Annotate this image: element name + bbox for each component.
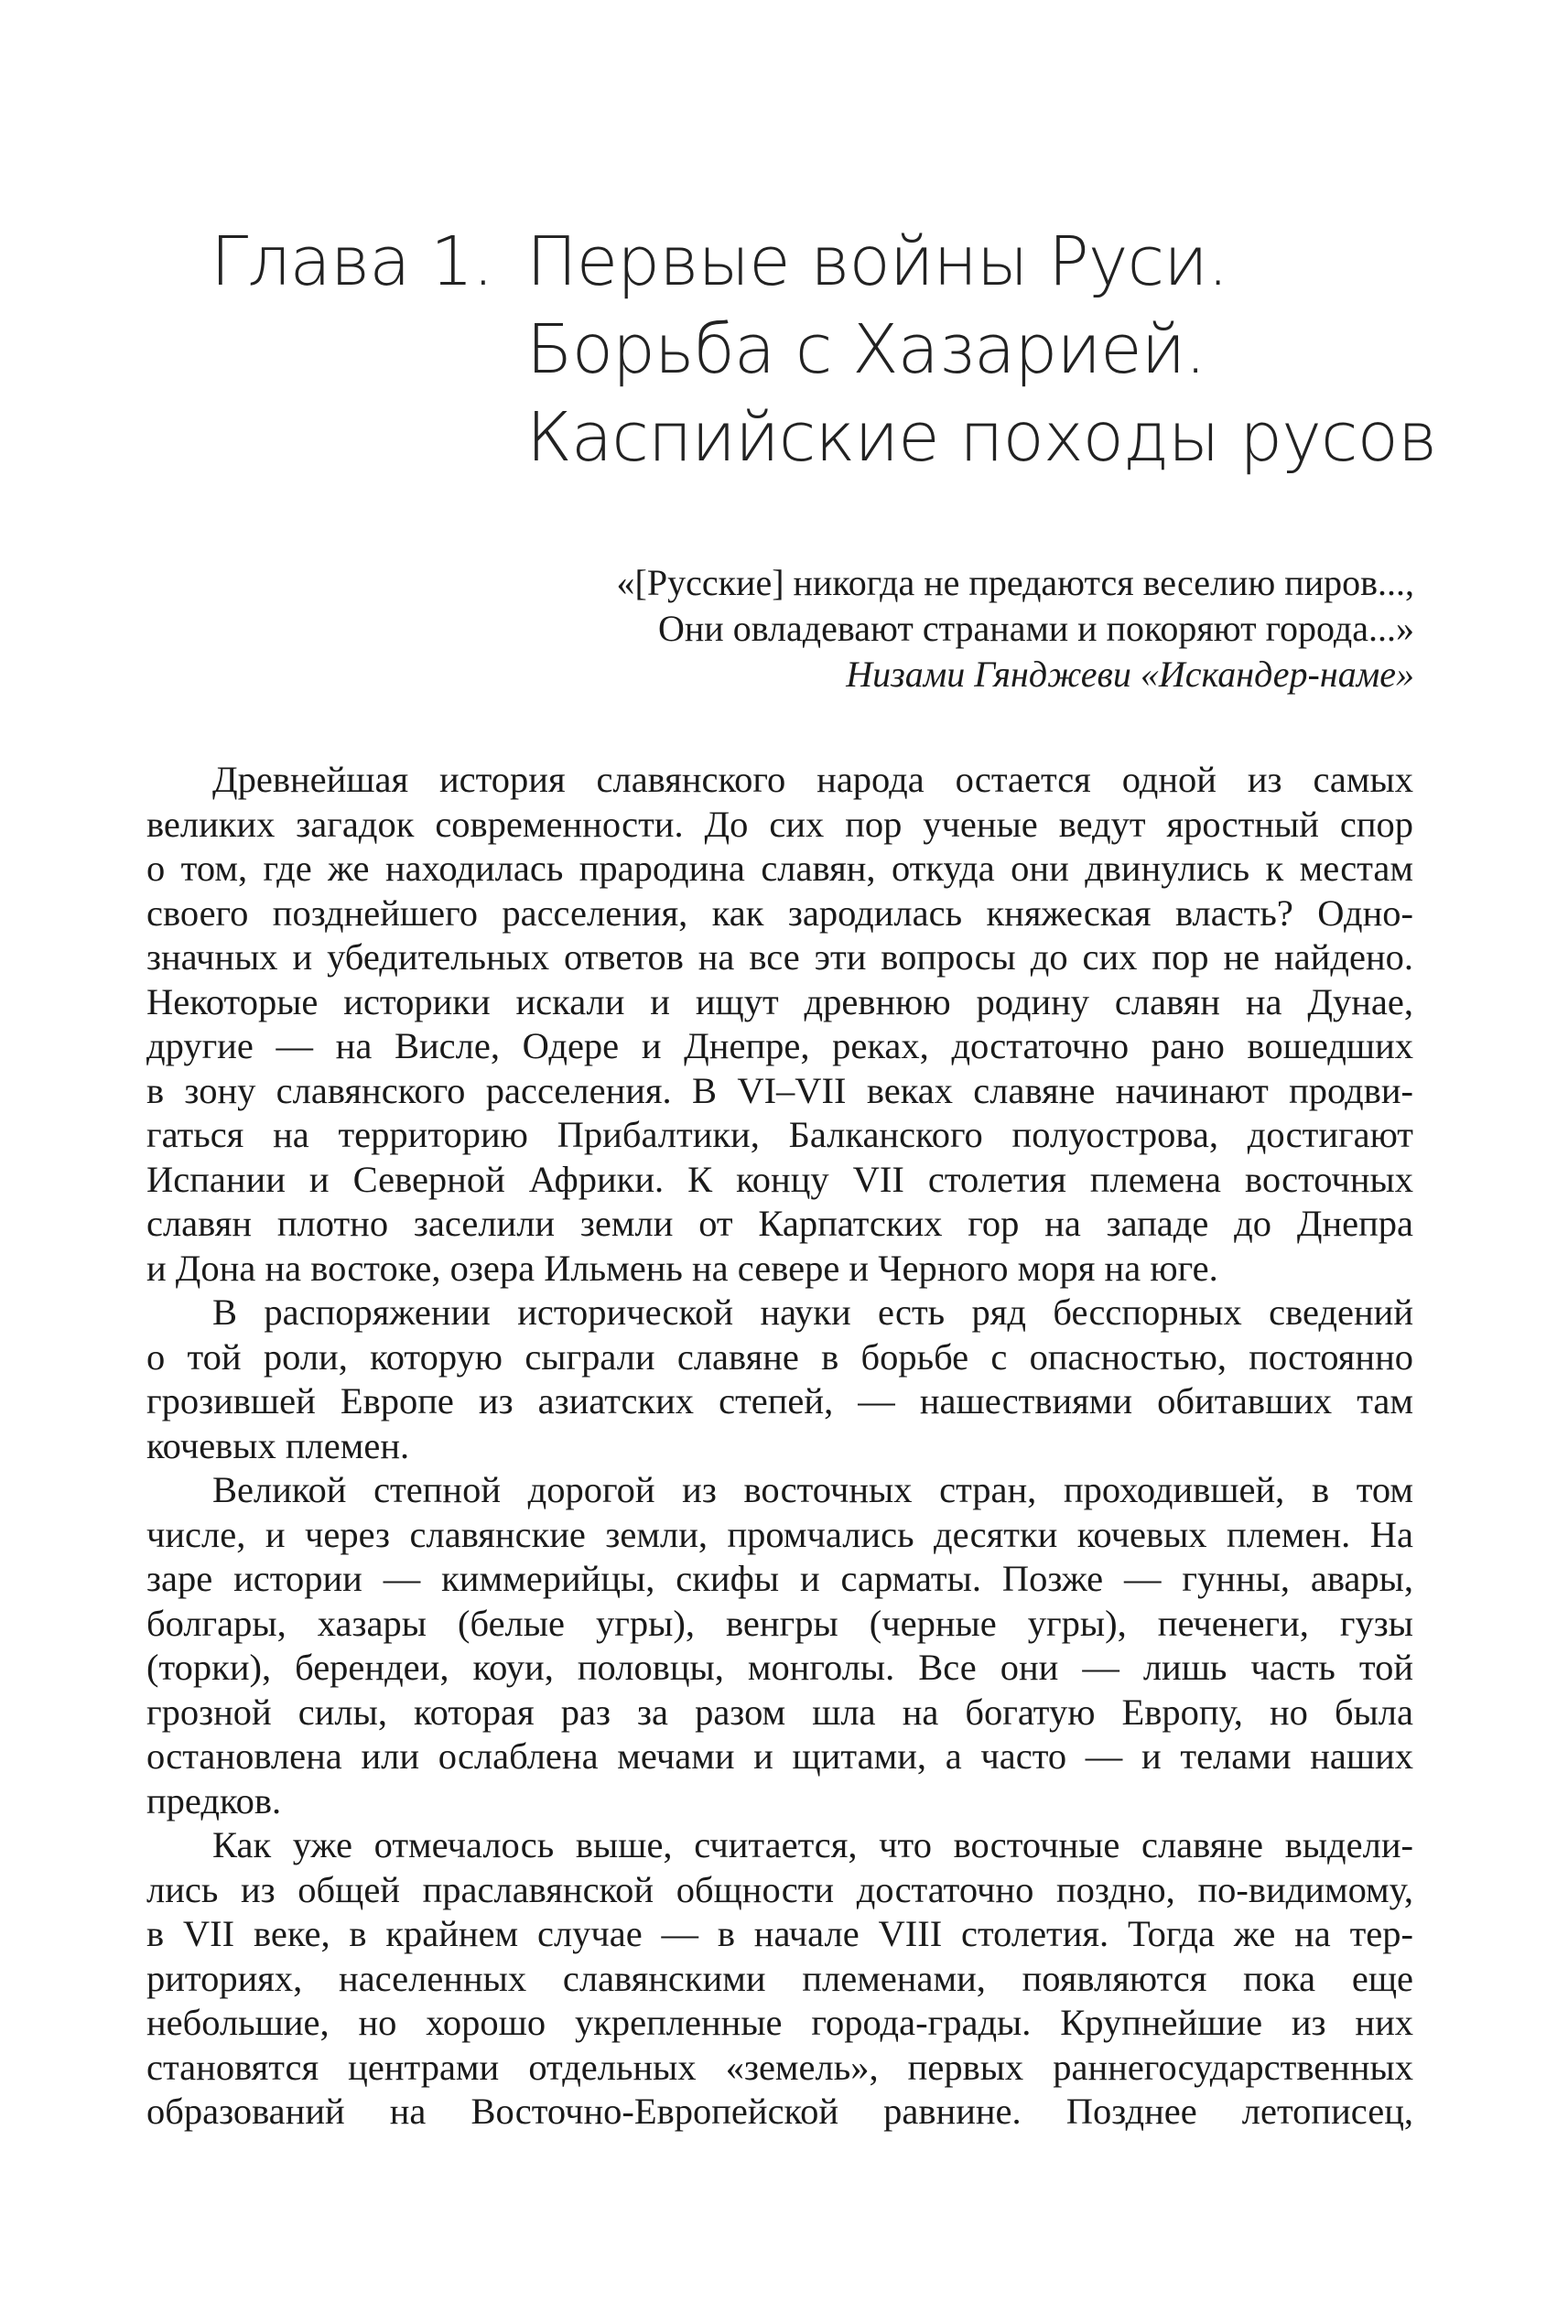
text-line: значных и убедительных ответов на все эти вопросы до сих пор не найдено. <box>146 936 1413 978</box>
text-line: гаться на территорию Прибалтики, Балканского полуострова, достигают <box>146 1114 1413 1155</box>
chapter-label: Глава 1. <box>211 222 493 301</box>
paragraph <box>146 1291 1413 1468</box>
chapter-title-line-2: Борьба с Хазарией. <box>526 310 1206 389</box>
text-line: остановлена или ослаблена мечами и щитами, а часто — и телами наших <box>146 1735 1413 1777</box>
text-line: Древнейшая история славянского народа остается одной из самых <box>212 759 1413 800</box>
chapter-heading-row-1 <box>211 218 1400 306</box>
text-line: в зону славянского расселения. В VI–VII веках славяне начинают продви- <box>146 1069 1413 1111</box>
text-line: образований на Восточно-Европейской равнине. Позднее летописец, <box>146 2091 1413 2132</box>
epigraph-line: Они овладевают странами и покоряют города...» <box>658 608 1414 649</box>
text-line: своего позднейшего расселения, как зародилась княжеская власть? Одно- <box>146 892 1413 934</box>
text-line: становятся центрами отдельных «земель», первых раннегосударственных <box>146 2046 1413 2088</box>
text-line: великих загадок современности. До сих пор ученые ведут яростный спор <box>146 803 1413 845</box>
epigraph-line: «[Русские] никогда не предаются веселию пиров..., <box>616 562 1414 603</box>
paragraph <box>146 758 1413 1291</box>
epigraph-attribution: Низами Гянджеви «Искандер-наме» <box>846 654 1414 695</box>
text-line: другие — на Висле, Одере и Днепре, реках, достаточно рано вошедших <box>146 1025 1413 1066</box>
text-line: (торки), берендеи, коуи, половцы, монголы. Все они — лишь часть той <box>146 1647 1413 1688</box>
text-line: кочевых племен. <box>146 1424 410 1466</box>
text-line: небольшие, но хорошо укрепленные города-грады. Крупнейшие из них <box>146 2002 1413 2043</box>
text-line: грозной силы, которая раз за разом шла на богатую Европу, но была <box>146 1691 1413 1733</box>
text-line: в VII веке, в крайнем случае — в начале VIII столетия. Тогда же на тер- <box>146 1913 1413 1954</box>
text-line: риториях, населенных славянскими племенами, появляются пока еще <box>146 1957 1413 1999</box>
text-line: лись из общей праславянской общности достаточно поздно, по-видимому, <box>146 1868 1413 1910</box>
chapter-heading-row-3 <box>211 394 1437 481</box>
chapter-heading <box>211 218 1437 481</box>
chapter-heading-row-2 <box>211 306 1400 394</box>
body-text <box>146 758 1413 2135</box>
text-line: В распоряжении исторической науки есть ряд бесспорных сведений <box>212 1292 1413 1333</box>
text-line: славян плотно заселили земли от Карпатских гор на западе до Днепра <box>146 1203 1413 1244</box>
epigraph <box>499 560 1414 697</box>
text-line: Как уже отмечалось выше, считается, что восточные славяне выдели- <box>212 1824 1413 1865</box>
text-line: грозившей Европе из азиатских степей, — нашествиями обитавших там <box>146 1380 1413 1421</box>
text-line: о той роли, которую сыграли славяне в борьбе с опасностью, постоянно <box>146 1335 1413 1378</box>
text-line: Некоторые историки искали и ищут древнюю родину славян на Дунае, <box>146 980 1413 1022</box>
text-line: предков. <box>146 1779 282 1821</box>
text-line: о том, где же находилась прародина славян, откуда они двинулись к местам <box>146 848 1413 889</box>
text-line: заре истории — киммерийцы, скифы и сарматы. Позже — гунны, авары, <box>146 1558 1413 1599</box>
chapter-title-line-1: Первые войны Руси. <box>526 222 1228 301</box>
text-line: болгары, хазары (белые угры), венгры (черные угры), печенеги, гузы <box>146 1602 1413 1644</box>
paragraph <box>146 1823 1413 2135</box>
text-line: числе, и через славянские земли, промчались десятки кочевых племен. На <box>146 1513 1413 1555</box>
text-line: и Дона на востоке, озера Ильмень на севере и Черного моря на юге. <box>146 1247 1218 1289</box>
text-line: Испании и Северной Африки. К концу VII столетия племена восточных <box>146 1158 1413 1200</box>
paragraph <box>146 1468 1413 1823</box>
chapter-title-line-3: Каспийские походы русов <box>526 398 1437 477</box>
text-line: Великой степной дорогой из восточных стран, проходившей, в том <box>212 1469 1413 1510</box>
